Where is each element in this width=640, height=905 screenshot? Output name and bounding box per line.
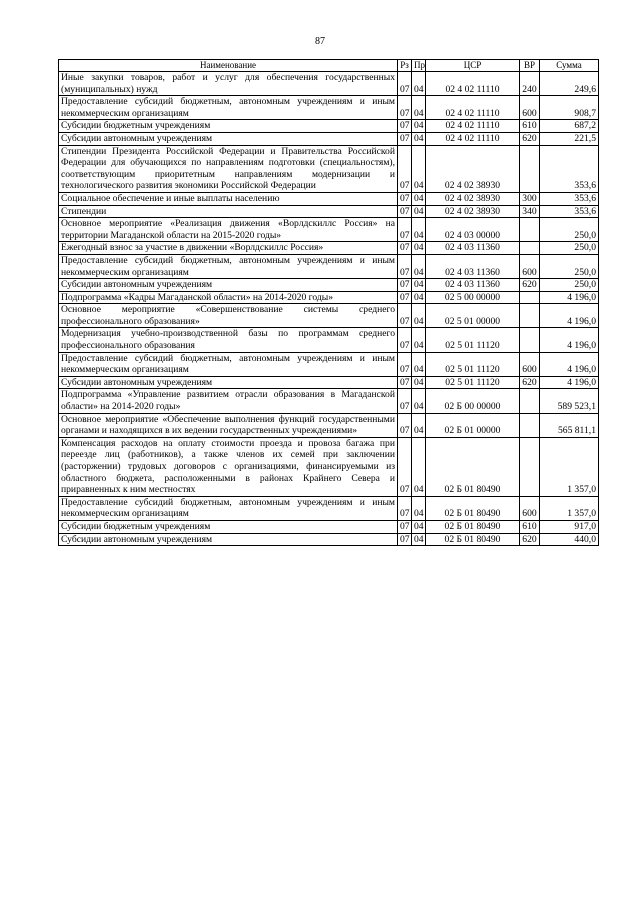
header-rz: Рз: [398, 60, 412, 72]
row-vr: 600: [520, 496, 540, 520]
row-csr: 02 4 02 38930: [426, 145, 520, 192]
row-sum: 250,0: [540, 254, 599, 278]
row-pr: 04: [412, 520, 426, 533]
row-sum: 4 196,0: [540, 304, 599, 328]
header-csr: ЦСР: [426, 60, 520, 72]
table-row: [59, 218, 599, 242]
row-pr: 04: [412, 192, 426, 205]
row-sum: 4 196,0: [540, 328, 599, 352]
row-name: Субсидии автономным учреждениям: [59, 279, 398, 292]
row-sum: 4 196,0: [540, 376, 599, 389]
row-rz: 07: [398, 145, 412, 192]
row-csr: 02 4 02 11110: [426, 72, 520, 96]
row-vr: 340: [520, 205, 540, 218]
row-csr: 02 4 02 38930: [426, 192, 520, 205]
row-rz: 07: [398, 120, 412, 133]
row-pr: 04: [412, 328, 426, 352]
row-sum: 1 357,0: [540, 437, 599, 496]
table-row: [59, 279, 599, 292]
table-row: [59, 254, 599, 278]
row-csr: 02 4 03 11360: [426, 242, 520, 255]
row-name: Субсидии автономным учреждениям: [59, 132, 398, 145]
row-csr: 02 4 02 11110: [426, 96, 520, 120]
table-row: [59, 437, 599, 496]
row-csr: 02 5 01 11120: [426, 352, 520, 376]
row-vr: [520, 145, 540, 192]
row-csr: 02 Б 01 80490: [426, 520, 520, 533]
row-rz: 07: [398, 496, 412, 520]
table-row: [59, 132, 599, 145]
row-vr: [520, 389, 540, 413]
row-name: Субсидии автономным учреждениям: [59, 533, 398, 546]
row-pr: 04: [412, 413, 426, 437]
header-sum: Сумма: [540, 60, 599, 72]
row-name: Иные закупки товаров, работ и услуг для обеспечения государственных (муниципальных) нужд: [59, 72, 398, 96]
row-rz: 07: [398, 291, 412, 304]
row-vr: 620: [520, 279, 540, 292]
row-name: Подпрограмма «Управление развитием отрасли образования в Магаданской области» на 2014-2020 годы»: [59, 389, 398, 413]
row-sum: 4 196,0: [540, 352, 599, 376]
row-rz: 07: [398, 254, 412, 278]
header-name: Наименование: [59, 60, 398, 72]
header-vr: ВР: [520, 60, 540, 72]
row-sum: 353,6: [540, 192, 599, 205]
row-rz: 07: [398, 279, 412, 292]
row-rz: 07: [398, 72, 412, 96]
table-row: [59, 328, 599, 352]
header-pr: Пр: [412, 60, 426, 72]
row-rz: 07: [398, 304, 412, 328]
row-name: Социальное обеспечение и иные выплаты населению: [59, 192, 398, 205]
row-rz: 07: [398, 389, 412, 413]
row-sum: 249,6: [540, 72, 599, 96]
row-vr: [520, 242, 540, 255]
row-name: Предоставление субсидий бюджетным, автономным учреждениям и иным некоммерческим организациям: [59, 254, 398, 278]
row-pr: 04: [412, 279, 426, 292]
page-number: 87: [315, 36, 325, 47]
table-row: [59, 304, 599, 328]
row-sum: 440,0: [540, 533, 599, 546]
row-name: Предоставление субсидий бюджетным, автономным учреждениям и иным некоммерческим организациям: [59, 352, 398, 376]
row-name: Модернизация учебно-производственной базы по программам среднего профессионального образования: [59, 328, 398, 352]
row-sum: 917,0: [540, 520, 599, 533]
table-row: [59, 120, 599, 133]
row-csr: 02 4 03 11360: [426, 279, 520, 292]
row-pr: 04: [412, 132, 426, 145]
row-pr: 04: [412, 120, 426, 133]
row-name: Предоставление субсидий бюджетным, автономным учреждениям и иным некоммерческим организациям: [59, 96, 398, 120]
table-row: [59, 145, 599, 192]
row-rz: 07: [398, 242, 412, 255]
row-vr: [520, 218, 540, 242]
row-pr: 04: [412, 205, 426, 218]
row-sum: 250,0: [540, 279, 599, 292]
table-row: [59, 242, 599, 255]
budget-table: [58, 59, 599, 546]
row-csr: 02 4 02 11110: [426, 120, 520, 133]
row-rz: 07: [398, 520, 412, 533]
row-rz: 07: [398, 132, 412, 145]
row-pr: 04: [412, 291, 426, 304]
row-pr: 04: [412, 376, 426, 389]
table-row: [59, 389, 599, 413]
row-sum: 250,0: [540, 218, 599, 242]
row-vr: 600: [520, 96, 540, 120]
row-sum: 908,7: [540, 96, 599, 120]
row-sum: 565 811,1: [540, 413, 599, 437]
row-vr: 620: [520, 132, 540, 145]
table-row: [59, 205, 599, 218]
row-pr: 04: [412, 304, 426, 328]
row-csr: 02 4 03 11360: [426, 254, 520, 278]
row-pr: 04: [412, 218, 426, 242]
row-rz: 07: [398, 192, 412, 205]
row-name: Предоставление субсидий бюджетным, автономным учреждениям и иным некоммерческим организациям: [59, 496, 398, 520]
row-sum: 589 523,1: [540, 389, 599, 413]
row-rz: 07: [398, 352, 412, 376]
row-name: Стипендии Президента Российской Федерации и Правительства Российской Федерации для обучающихся по направлениям подготовки (специальностям), соответствующим приоритетным направлениям модернизации и технологического развития экономики Российской Федерации: [59, 145, 398, 192]
row-vr: 620: [520, 376, 540, 389]
row-vr: 610: [520, 120, 540, 133]
row-vr: [520, 291, 540, 304]
row-rz: 07: [398, 328, 412, 352]
row-csr: 02 4 02 11110: [426, 132, 520, 145]
row-rz: 07: [398, 437, 412, 496]
row-sum: 353,6: [540, 145, 599, 192]
row-csr: 02 5 01 11120: [426, 376, 520, 389]
row-pr: 04: [412, 145, 426, 192]
row-rz: 07: [398, 413, 412, 437]
row-rz: 07: [398, 218, 412, 242]
row-rz: 07: [398, 96, 412, 120]
row-name: Основное мероприятие «Обеспечение выполнения функций государственными органами и находящихся в их ведении государственных учреждениями»: [59, 413, 398, 437]
row-name: Субсидии бюджетным учреждениям: [59, 120, 398, 133]
table-row: [59, 413, 599, 437]
row-sum: 687,2: [540, 120, 599, 133]
row-name: Стипендии: [59, 205, 398, 218]
row-sum: 353,6: [540, 205, 599, 218]
row-vr: [520, 413, 540, 437]
row-rz: 07: [398, 376, 412, 389]
row-pr: 04: [412, 437, 426, 496]
row-csr: 02 Б 01 80490: [426, 437, 520, 496]
row-vr: 240: [520, 72, 540, 96]
table-row: [59, 291, 599, 304]
row-sum: 221,5: [540, 132, 599, 145]
table-row: [59, 72, 599, 96]
row-vr: 610: [520, 520, 540, 533]
row-vr: 300: [520, 192, 540, 205]
row-vr: [520, 437, 540, 496]
row-sum: 1 357,0: [540, 496, 599, 520]
row-csr: 02 5 01 11120: [426, 328, 520, 352]
row-rz: 07: [398, 533, 412, 546]
row-vr: [520, 304, 540, 328]
row-vr: [520, 328, 540, 352]
row-pr: 04: [412, 496, 426, 520]
table-row: [59, 96, 599, 120]
row-rz: 07: [398, 205, 412, 218]
row-vr: 620: [520, 533, 540, 546]
row-name: Компенсация расходов на оплату стоимости проезда и провоза багажа при переезде лиц (работников), а также членов их семей при заключении (расторжении) трудовых договоров с организациями, финансируемыми из областного бюджета, расположенными в районах Крайнего Севера и приравненных к ним местностях: [59, 437, 398, 496]
row-vr: 600: [520, 254, 540, 278]
table-row: [59, 192, 599, 205]
row-sum: 250,0: [540, 242, 599, 255]
row-vr: 600: [520, 352, 540, 376]
table-row: [59, 496, 599, 520]
table-row: [59, 352, 599, 376]
row-name: Субсидии бюджетным учреждениям: [59, 520, 398, 533]
row-csr: 02 4 02 38930: [426, 205, 520, 218]
row-name: Основное мероприятие «Совершенствование системы среднего профессионального образования»: [59, 304, 398, 328]
row-name: Ежегодный взнос за участие в движении «Ворлдскиллс Россия»: [59, 242, 398, 255]
table-row: [59, 520, 599, 533]
row-csr: 02 5 01 00000: [426, 304, 520, 328]
row-pr: 04: [412, 533, 426, 546]
row-csr: 02 Б 01 80490: [426, 533, 520, 546]
row-pr: 04: [412, 254, 426, 278]
row-name: Субсидии автономным учреждениям: [59, 376, 398, 389]
row-pr: 04: [412, 352, 426, 376]
row-csr: 02 4 03 00000: [426, 218, 520, 242]
table-row: [59, 533, 599, 546]
row-pr: 04: [412, 242, 426, 255]
row-name: Подпрограмма «Кадры Магаданской области» на 2014-2020 годы»: [59, 291, 398, 304]
table-row: [59, 376, 599, 389]
row-sum: 4 196,0: [540, 291, 599, 304]
row-pr: 04: [412, 389, 426, 413]
row-pr: 04: [412, 96, 426, 120]
row-csr: 02 Б 01 00000: [426, 413, 520, 437]
row-pr: 04: [412, 72, 426, 96]
row-csr: 02 Б 01 80490: [426, 496, 520, 520]
table-header-row: [59, 60, 599, 72]
row-csr: 02 Б 00 00000: [426, 389, 520, 413]
row-name: Основное мероприятие «Реализация движения «Ворлдскиллс Россия» на территории Магаданской области на 2015-2020 годы»: [59, 218, 398, 242]
row-csr: 02 5 00 00000: [426, 291, 520, 304]
